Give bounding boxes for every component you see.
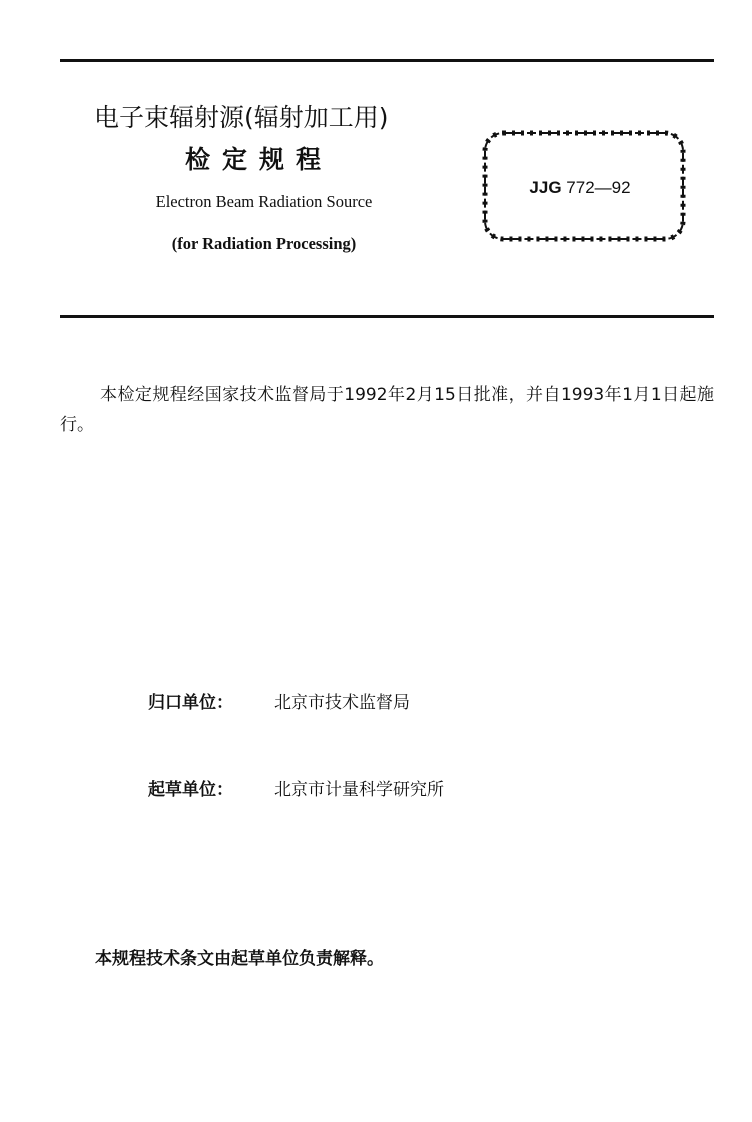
drafting-unit-row xyxy=(148,775,444,800)
responsible-unit-row xyxy=(148,688,410,713)
title-chinese-line-1: 电子束辐射源(辐射加工用) xyxy=(94,103,389,132)
interpretation-note: 本规程技术条文由起草单位负责解释。 xyxy=(95,949,384,969)
title-english-line-1: Electron Beam Radiation Source xyxy=(155,192,373,211)
responsible-unit-label: 归口单位： xyxy=(148,693,233,713)
bottom-rule xyxy=(60,315,714,318)
title-english-line-2: (for Radiation Processing) xyxy=(171,234,357,253)
drafting-unit-value: 北京市计量科学研究所 xyxy=(274,780,444,800)
responsible-unit-value: 北京市技术监督局 xyxy=(274,693,410,713)
approval-text: 本检定规程经国家技术监督局于1992年2月15日批准，并自1993年1月1日起施行。 xyxy=(60,385,714,435)
regulation-code-prefix: JJG xyxy=(529,178,562,197)
drafting-unit-label: 起草单位： xyxy=(148,780,233,800)
regulation-code xyxy=(480,178,680,198)
regulation-code-number: 772—92 xyxy=(566,178,631,197)
regulation-code-box xyxy=(480,128,690,244)
title-chinese-line-2: 检定规程 xyxy=(184,145,333,174)
top-rule xyxy=(60,59,714,62)
approval-statement xyxy=(60,380,714,440)
